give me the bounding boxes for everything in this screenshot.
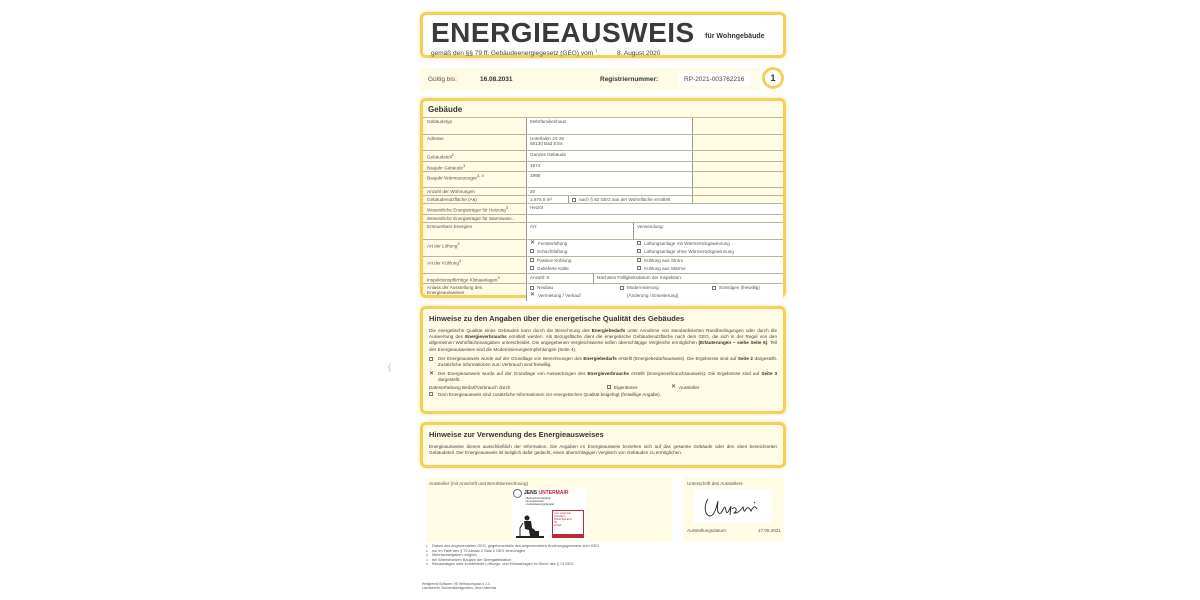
checkbox[interactable] (429, 392, 433, 396)
option-bedarfsausweis: Der Energieausweis wurde auf der Grundlage von Berechnungen des Energiebedarfs erstellt (Energiebedarfsausweis). Die Ergebnisse sind auf Seite 2 dargestellt. Zusätzliche Informationen zum Verbrauch sind freiwillig. (429, 356, 777, 368)
table-row: Art der Kühlung$^3$ Passive Kühlung Kühlung aus Strom Gelieferte Kälte Kühlung aus Wärme (423, 257, 783, 274)
datenerhebung-row: Datenerhebung Bedarf/Verbrauch durch Eigentümer ✕ Aussteller (429, 383, 700, 390)
usage-notes-text: Energieausweise dienen ausschließlich der Information. Die Angaben im Energieausweis beziehen sich auf das gesamte Gebäude oder den oben bezeichneten Gebäudeteil. Der Energieausweis ist lediglich dafür gedacht, einen überschlägigen Vergleich von Gebäuden zu ermöglichen. (429, 444, 777, 456)
table-row: Wesentliche Energieträger für Heizung$^3$ Heizöl (423, 204, 783, 215)
table-row: Gebäudeteil$^2$ Ganzes Gebäude (423, 151, 783, 162)
usage-notes-section (420, 422, 786, 468)
valid-until-value: 16.08.2031 (480, 75, 513, 83)
footnote: 1 Datum des angewendeten GEG, gegebenenfalls des angewendeten Änderungsgesetzes zum GEG (426, 544, 600, 548)
checkbox-checked[interactable]: ✕ (429, 370, 435, 377)
document-header (420, 12, 786, 58)
checkbox[interactable] (530, 286, 534, 290)
signature-label: Unterschrift des Ausstellers (687, 481, 743, 486)
validity-bar (420, 68, 760, 90)
emblem-icon (513, 489, 522, 498)
checkbox[interactable] (637, 249, 641, 253)
issuer-box (426, 478, 672, 542)
building-section-title: Gebäude (423, 101, 783, 118)
worker-silhouette-icon (516, 514, 544, 538)
checkbox-checked[interactable]: ✕ (530, 292, 536, 299)
checkbox[interactable] (637, 241, 641, 245)
footnote: 5 Klimaanlagen oder kombinierte Lüftungs- und Klimaanlagen im Sinne des § 74 GEG (426, 562, 574, 567)
table-row: Anzahl der Wohnungen 20 (423, 188, 783, 196)
legal-date: 8. August 2020 (616, 50, 661, 58)
quality-notes-section (420, 306, 786, 414)
table-row: Art der Lüftung$^3$ ✕ Fensterlüftung Lüftungsanlage mit Wärmerückgewinnung Schachtlüftung Lüftungsanlage ohne Wärmerückgewinnung (423, 240, 783, 257)
table-row: Baujahr Wärmeerzeuger$^{3, 4}$ 1995 (423, 172, 783, 188)
building-type-value: Mehrfamilienhaus (527, 118, 693, 134)
footnotes (426, 544, 726, 567)
table-row: Wesentliche Energieträger für Warmwass... (423, 215, 783, 223)
document-subtitle: für Wohngebäude (705, 33, 765, 40)
issue-date-value: 17.08.2021 (758, 528, 781, 533)
issuer-label: Aussteller (mit Anschrift und Berufsbezeichnung) (429, 481, 529, 486)
registration-label: Registriernummer: (600, 75, 659, 83)
issue-date-label: Ausstellungsdatum (687, 528, 726, 533)
table-row: Inspektionspflichtige Klimaanlagen$^5$ Anzahl: 0 Nächstes Fälligkeitsdatum der Inspektion: (423, 274, 783, 285)
table-row: Gebäudetyp Mehrfamilienhaus (423, 118, 783, 135)
quality-notes-title: Hinweise zu den Angaben über die energetische Qualität des Gebäudes (429, 314, 685, 323)
checkbox[interactable] (637, 266, 641, 270)
footnote: 2 nur im Falle des § 79 Absatz 2 Satz 2 GEG einzutragen (426, 548, 526, 553)
table-row: Anlass der Ausstellung des Energieausweises Neubau Modernisierung Sonstiges (freiwillig) ✕ Vermietung / Verkauf (Änderung / Erweiterung) (423, 284, 783, 301)
scan-artifact-mark: ( (388, 362, 391, 372)
building-table (423, 118, 783, 301)
checkbox[interactable] (530, 258, 534, 262)
handwritten-signature-icon (694, 489, 772, 523)
signature-box (684, 478, 784, 542)
checkbox[interactable] (712, 286, 716, 290)
quality-notes-text: Die energetische Qualität eines Gebäudes kann durch die Berechnung des Energiebedarfs unter Annahme von standardisierten Randbedingungen oder durch die Auswertung des Energieverbrauchs ermittelt werden. Als Bezugsfläche dient die energetische Gebäudenutzfläche nach dem GEG, die sich in der Regel von den allgemeinen Wohnflächenangaben unterscheidet. Die angegebenen Vergleichswerte sollen überschlägige Vergleiche ermöglichen (Erläuterungen – siehe Seite 5). Teil des Energieausweises sind die Modernisierungsempfehlungen (Seite 4). (429, 328, 778, 352)
address-value: Unterlalen 24-26 56130 Bad Ems (527, 135, 693, 150)
document-title: ENERGIEAUSWEIS (431, 17, 695, 48)
table-row: Adresse Unterlalen 24-26 56130 Bad Ems (423, 135, 783, 151)
footnote: 4 bei Wärmenetzen Baujahr der Übergabestation (426, 557, 512, 562)
page-number-badge: 1 (762, 67, 784, 89)
checkbox-checked[interactable]: ✕ (530, 239, 536, 246)
table-row: Gebäudenutzfläche (Aɴ) 1.675,0 m² nach § 82 GEG aus der Wohnfläche ermittelt (423, 196, 783, 204)
usage-notes-title: Hinweise zur Verwendung des Energieausweises (429, 430, 604, 439)
valid-until-label: Gültig bis: (428, 75, 457, 83)
software-credit: Heidgrenrik Software, HS Verbrauchspass 4.1.4 Lizenziert für Sachverständigenbüro, Jens Untermair (422, 582, 497, 590)
checkbox-checked[interactable]: ✕ (671, 383, 677, 390)
building-section (420, 98, 786, 298)
checkbox[interactable] (637, 258, 641, 262)
footnote: 3 Mehrfachangaben möglich (426, 553, 477, 558)
checkbox[interactable] (620, 286, 624, 290)
checkbox[interactable] (572, 198, 576, 202)
registration-number: RP-2021-003762216 (678, 73, 750, 86)
table-row: Baujahr Gebäude$^3$ 1974 (423, 162, 783, 173)
checkbox[interactable] (607, 385, 611, 389)
option-zusatzinformationen: Dem Energieausweis sind zusätzliche Informationen zur energetischen Qualität beigefügt (freiwillige Angabe). (429, 392, 777, 398)
option-verbrauchsausweis: ✕ Der Energieausweis wurde auf der Grundlage von Auswertungen des Energieverbrauchs erstellt (Energieverbrauchsausweis). Die Ergebnisse sind auf Seite 3 dargestellt. (429, 370, 778, 383)
checkbox[interactable] (429, 357, 433, 361)
checkbox[interactable] (530, 249, 534, 253)
checkbox[interactable] (530, 266, 534, 270)
issuer-logo: JENS UNTERMAIR • Bausachverständiger • Energieberater • Gebäudeenergieberater Jens Untermair Unterlalen 56130 Bad Ems Tel. E-Mail (512, 488, 586, 540)
signature-field (694, 489, 772, 523)
issuer-contact: Jens Untermair Unterlalen 56130 Bad Ems Tel. E-Mail (552, 510, 584, 538)
legal-basis: gemäß den §§ 79 ff. Gebäudeenergiegesetz (GEG) vom $^1$ 8. August 2020 (431, 48, 661, 58)
table-row: Erneuerbare Energien Art: Verwendung: (423, 223, 783, 240)
